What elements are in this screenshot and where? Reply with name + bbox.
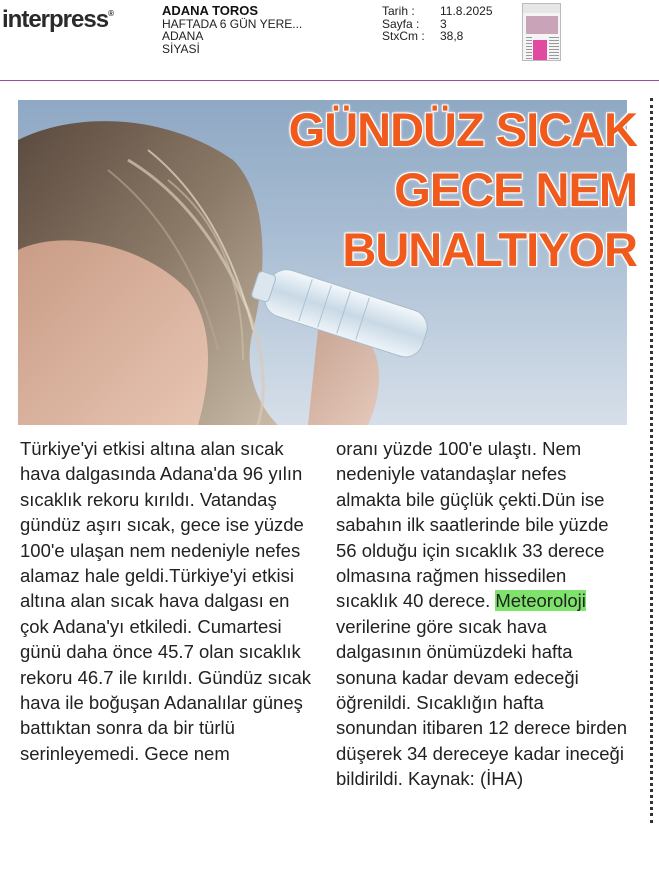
clipping-meta xyxy=(162,5,302,55)
thumbnail-text xyxy=(549,37,559,59)
publication-category: SİYASİ xyxy=(162,41,200,56)
header-divider xyxy=(0,80,659,81)
info-row-size xyxy=(382,30,493,43)
info-value: 11.8.2025 xyxy=(440,4,493,18)
info-row-date xyxy=(382,5,493,18)
info-label: Sayfa : xyxy=(382,16,420,31)
headline-line: BUNALTIYOR xyxy=(342,223,637,276)
headline-line: GECE NEM xyxy=(394,163,637,216)
page-thumbnail[interactable] xyxy=(522,3,561,61)
thumbnail-photo xyxy=(526,16,558,34)
info-value: 38,8 xyxy=(440,29,464,43)
body-text-segment: verilerine göre sıcak hava dalgasının önümüzdeki hafta sonuna kadar devam edeceği öğrenildi. Sıcaklığın hafta sonundan itibaren 12 derece birden düşerek 34 dereceye kadar ineceği bildirildi. Kaynak: (İHA) xyxy=(336,615,628,790)
thumbnail-highlight xyxy=(533,40,547,60)
publication-name: ADANA TOROS xyxy=(162,3,259,18)
info-value: 3 xyxy=(440,16,447,31)
article-column-left xyxy=(20,436,312,766)
info-label: StxCm : xyxy=(382,29,425,43)
thumbnail-text xyxy=(526,37,532,59)
highlighted-keyword: Meteoroloji xyxy=(495,590,586,612)
clipping-info xyxy=(382,5,493,43)
article-body-text: Türkiye'yi etkisi altına alan sıcak hava dalgasında Adana'da 96 yılın sıcaklık rekoru kırıldı. Vatandaş gündüz aşırı sıcak, gece ise yüzde 100'e ulaşan nem nedeniyle nefes alamaz hale geldi.Türkiye'yi etkisi altına alan sıcak hava dalgası en çok Adana'yı etkiledi. Cumartesi günü daha önce 45.7 olan sıcaklık rekoru 46.7 ile kırıldı. Gündüz sıcak hava ile boğuşan Adanalılar güneş battıktan sonra da bir türlü serinleyemedi. Gece nem xyxy=(20,438,311,764)
article-column-right xyxy=(336,436,628,792)
interpress-logo: interpress® xyxy=(2,6,113,33)
publication-city: ADANA xyxy=(162,29,204,43)
thumbnail-masthead xyxy=(523,4,560,13)
body-text-segment: oranı yüzde 100'e ulaştı. Nem nedeniyle vatandaşlar nefes almakta bile güçlük çekti.Dün ise sabahın ilk saatlerinde bile yüzde 56 olduğu için sıcaklık 33 derece olmasına rağmen hissedilen sıcaklık 40 derece. xyxy=(336,438,609,612)
article-headline xyxy=(289,100,637,280)
headline-line: GÜNDÜZ SICAK xyxy=(288,103,637,156)
article-body-text xyxy=(336,436,628,792)
publication-frequency: HAFTADA 6 GÜN YERE... xyxy=(162,16,303,31)
column-border xyxy=(650,98,653,823)
info-label: Tarih : xyxy=(382,4,415,18)
